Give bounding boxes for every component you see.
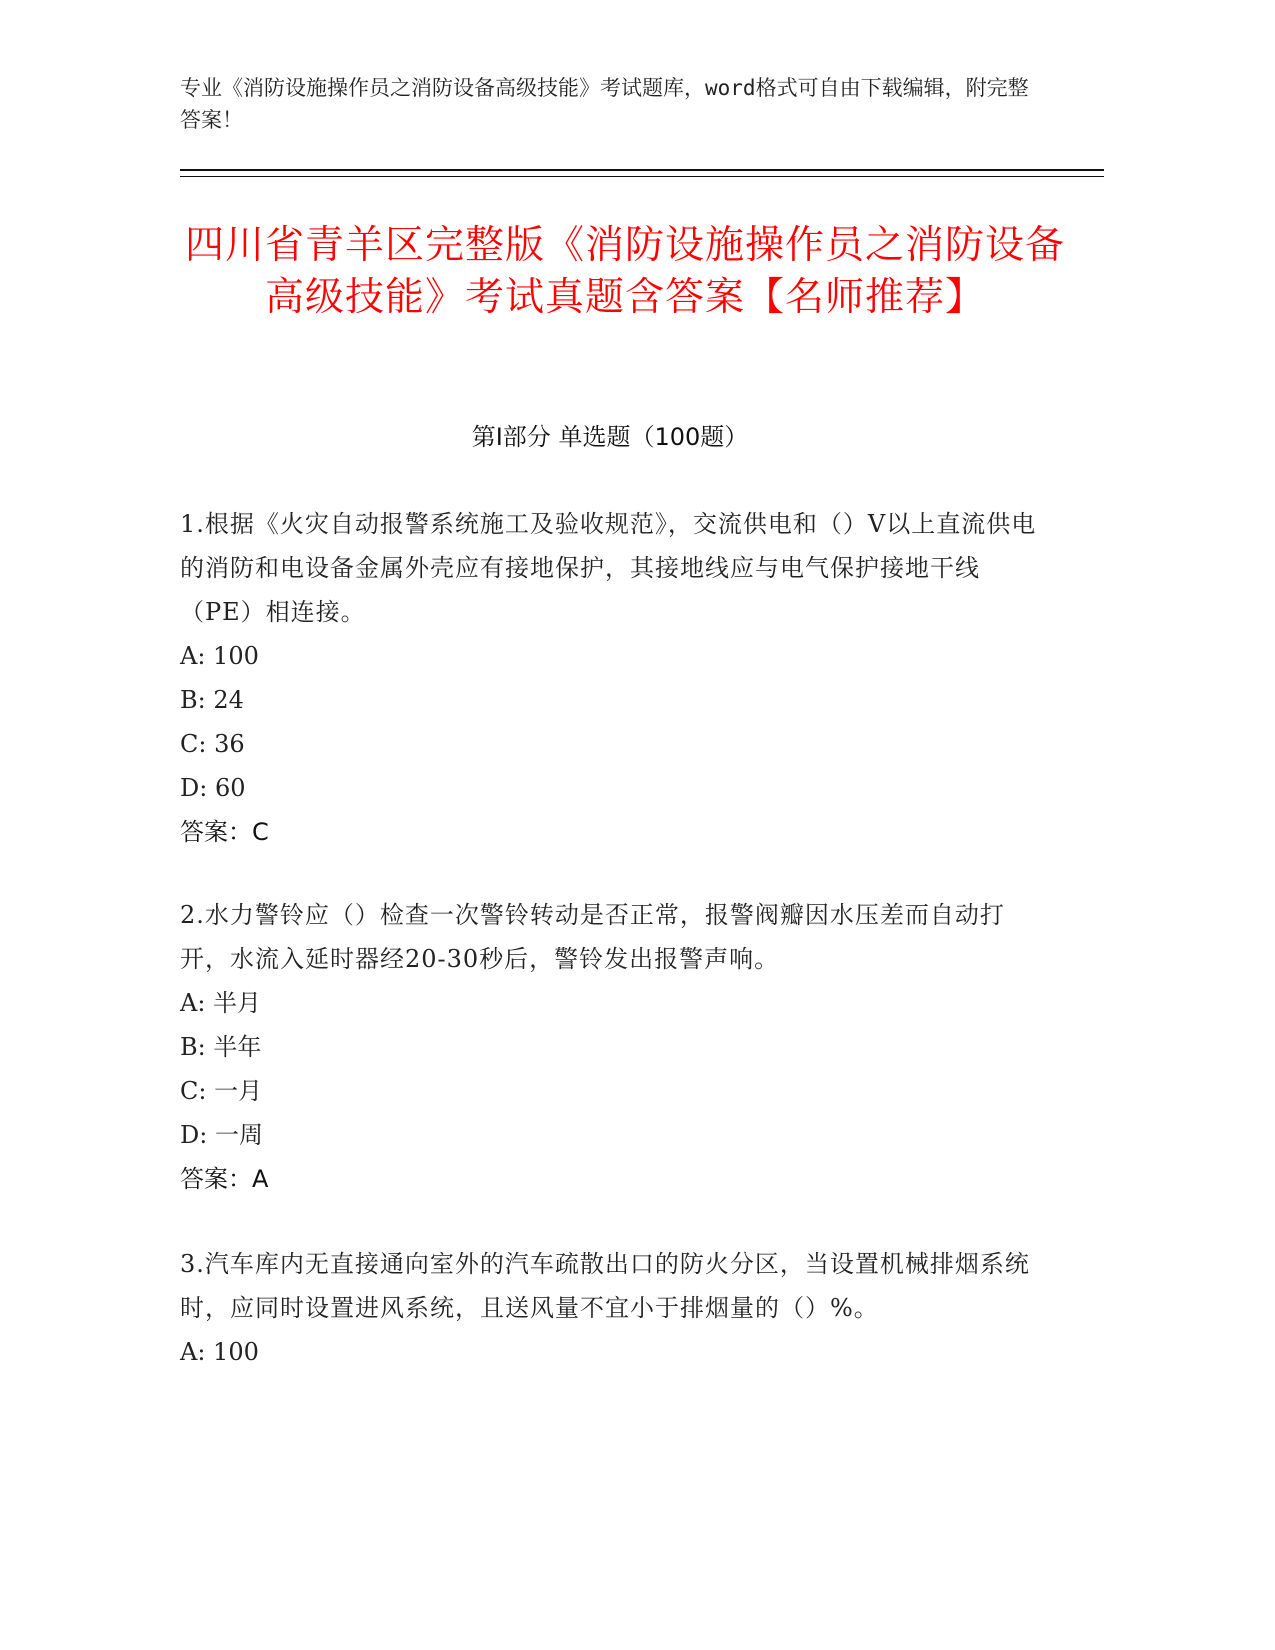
- header-divider-thin: [180, 176, 1104, 177]
- option-a: A: 100: [180, 642, 259, 670]
- document-title: 四川省青羊区完整版《消防设施操作员之消防设备高级技能》考试真题含答案【名师推荐】: [184, 223, 1065, 320]
- header-note: 专业《消防设施操作员之消防设备高级技能》考试题库，word格式可自由下载编辑，附完整答案！: [180, 76, 1029, 132]
- option-b: B: 半年: [180, 1033, 262, 1061]
- answer-label: 答案：A: [180, 1165, 269, 1193]
- option-a: A: 100: [180, 1338, 259, 1366]
- option-c: C: 一月: [180, 1077, 263, 1105]
- question-1: [180, 502, 1040, 854]
- option-d: D: 60: [180, 774, 246, 802]
- option-b: B: 24: [180, 686, 244, 714]
- question-stem: 1.根据《火灾自动报警系统施工及验收规范》，交流供电和（）V以上直流供电的消防和电设备金属外壳应有接地保护，其接地线应与电气保护接地干线（PE）相连接。: [180, 510, 1037, 626]
- question-stem: 3.汽车库内无直接通向室外的汽车疏散出口的防火分区，当设置机械排烟系统时，应同时设置进风系统，且送风量不宜小于排烟量的（）%。: [180, 1250, 1030, 1322]
- question-2: [180, 893, 1040, 1201]
- header-divider-thick: [180, 169, 1104, 171]
- question-stem: 2.水力警铃应（）检查一次警铃转动是否正常，报警阀瓣因水压差而自动打开，水流入延时器经20-30秒后，警铃发出报警声响。: [180, 901, 1005, 973]
- answer-label: 答案：C: [180, 818, 269, 846]
- option-d: D: 一周: [180, 1121, 263, 1149]
- option-a: A: 半月: [180, 989, 262, 1017]
- section-title: 第Ⅰ部分 单选题（100题）: [471, 423, 749, 451]
- option-c: C: 36: [180, 730, 245, 758]
- question-3: [180, 1242, 1040, 1374]
